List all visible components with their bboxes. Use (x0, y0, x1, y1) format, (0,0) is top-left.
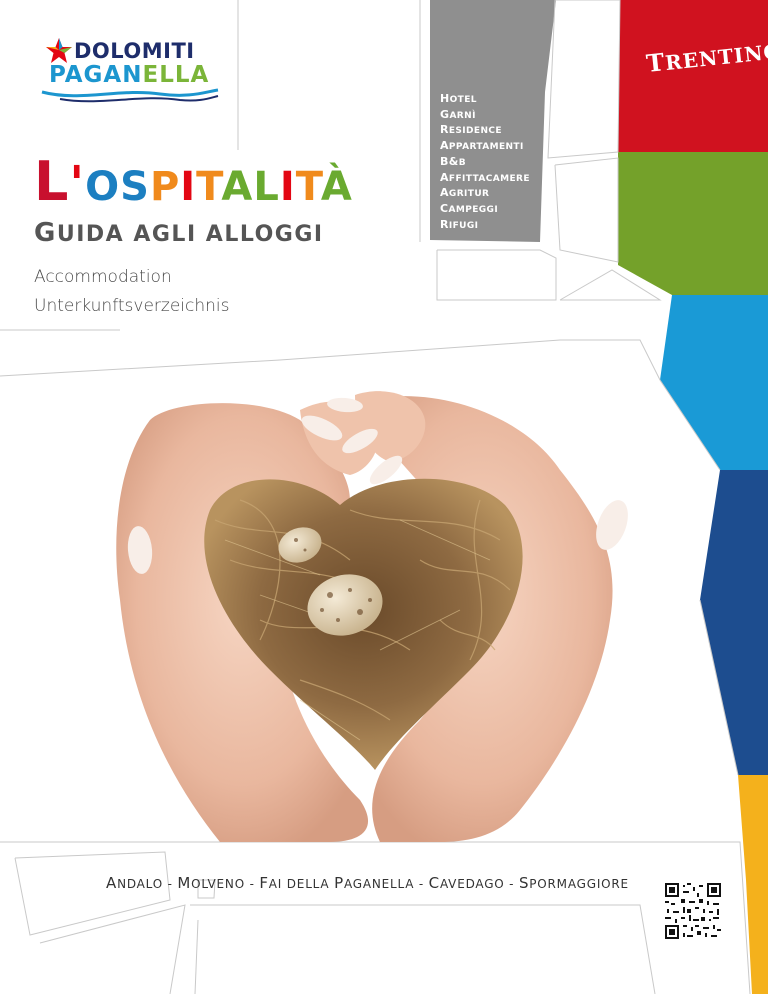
category-rifugi: RIFUGI (440, 217, 479, 231)
page-subtitle: GUIDA AGLI ALLOGGI (34, 218, 324, 248)
logo-dolomiti-text: DOLOMITI (74, 39, 195, 63)
category-hotel: HOTEL (440, 92, 477, 105)
category-affittacamere: AFFITTACAMERE (440, 170, 530, 184)
category-garni: GARNÌ (440, 107, 476, 121)
dolomiti-paganella-logo (40, 36, 220, 106)
category-agritur: AGRITUR (440, 186, 490, 200)
category-appartamenti: APPARTAMENTI (440, 139, 524, 153)
category-residence: RESIDENCE (440, 123, 502, 137)
logo-paganella-text: PAGANELLA (49, 62, 210, 88)
page-title: L'OSPITALITÀ (34, 150, 353, 213)
category-bnb: B&B (440, 154, 467, 168)
category-campeggi: CAMPEGGI (440, 201, 499, 215)
trentino-logo: TRENTINO (644, 38, 783, 79)
subtitle-english: Accommodation (34, 267, 172, 287)
subtitle-german: Unterkunftsverzeichnis (34, 296, 230, 316)
category-list (440, 92, 560, 233)
wave-icon (40, 86, 220, 106)
qr-code-icon (665, 883, 721, 939)
towns-list: ANDALO - MOLVENO - FAI DELLA PAGANELLA - CAVEDAGO - SPORMAGGIORE (106, 874, 629, 892)
